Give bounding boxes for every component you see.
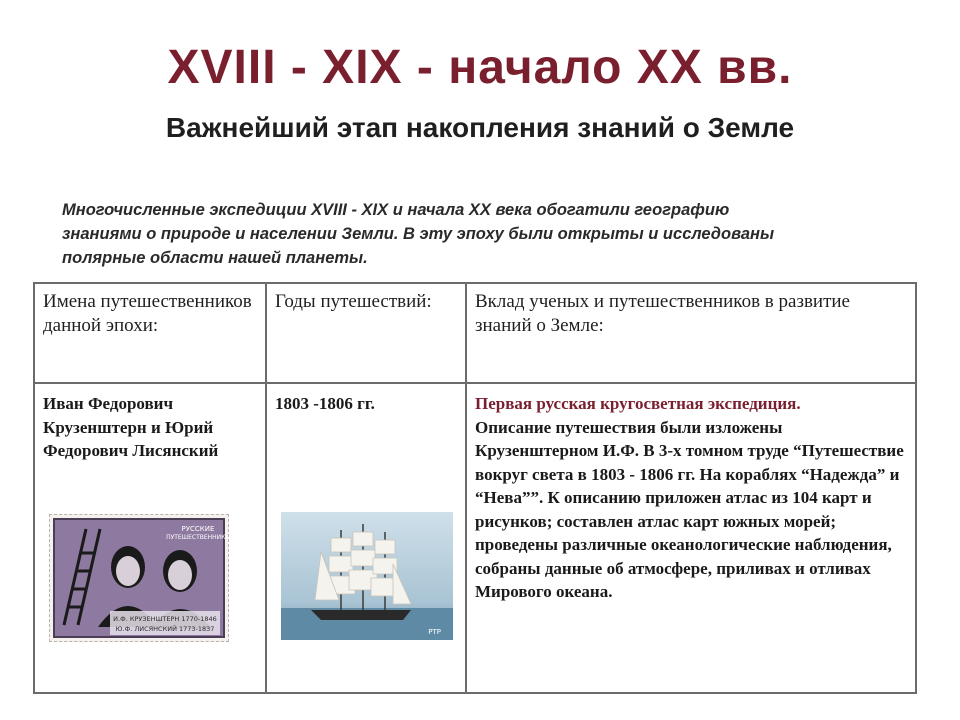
stamp-image bbox=[49, 514, 229, 642]
travelers-table bbox=[33, 282, 917, 694]
contribution-text bbox=[467, 384, 915, 612]
sailing-ship-image bbox=[281, 512, 453, 640]
ship-photo bbox=[281, 512, 453, 640]
travel-years: 1803 -1806 гг. bbox=[275, 394, 375, 413]
header-contribution: Вклад ученых и путешественников в развитие знаний о Земле: bbox=[467, 284, 915, 384]
contribution-body: Описание путешествия были изложены Крузенштерном И.Ф. В 3-х томном труде “Путешествие вокруг света в 1803 - 1806 гг. На кораблях “Надежда” и “Нева””. К описанию приложен атлас из 104 карт и рисунков; составлен атлас карт южных морей; проведены различные океанологические наблюдения, собраны данные об атмосфере, приливах и отливах Мирового океана. bbox=[475, 417, 904, 601]
page-subtitle: Важнейший этап накопления знаний о Земле bbox=[165, 112, 795, 143]
stamp-illustration bbox=[50, 515, 228, 641]
intro-line: Многочисленные экспедиции XVIII - XIX и начала ХХ века обогатили географию bbox=[62, 201, 730, 219]
stamp-top-label-1: РУССКИЕ bbox=[181, 525, 215, 533]
stamp-caption-1: И.Ф. КРУЗЕНШТЕРН 1770-1846 bbox=[113, 615, 217, 623]
header-years: Годы путешествий: bbox=[267, 284, 467, 384]
contribution-title: Первая русская кругосветная экспедиция. bbox=[475, 394, 801, 413]
page-title: XVIII - XIX - начало ХХ вв. bbox=[167, 41, 793, 94]
photo-watermark: РТР bbox=[428, 628, 441, 636]
intro-line: знаниями о природе и населении Земли. В эту эпоху были открыты и исследованы bbox=[62, 225, 775, 243]
intro-paragraph bbox=[62, 198, 862, 270]
cell-names bbox=[35, 384, 267, 692]
stamp-caption-2: Ю.Ф. ЛИСЯНСКИЙ 1773-1837 bbox=[115, 625, 215, 633]
traveler-names: Иван Федорович Крузенштерн и Юрий Федорович Лисянский bbox=[43, 394, 219, 460]
stamp-top-label-2: ПУТЕШЕСТВЕННИКИ bbox=[166, 534, 228, 541]
intro-line: полярные области нашей планеты. bbox=[62, 249, 368, 267]
header-names: Имена путешественников данной эпохи: bbox=[35, 284, 267, 384]
cell-contribution bbox=[467, 384, 915, 692]
cell-years bbox=[267, 384, 467, 692]
